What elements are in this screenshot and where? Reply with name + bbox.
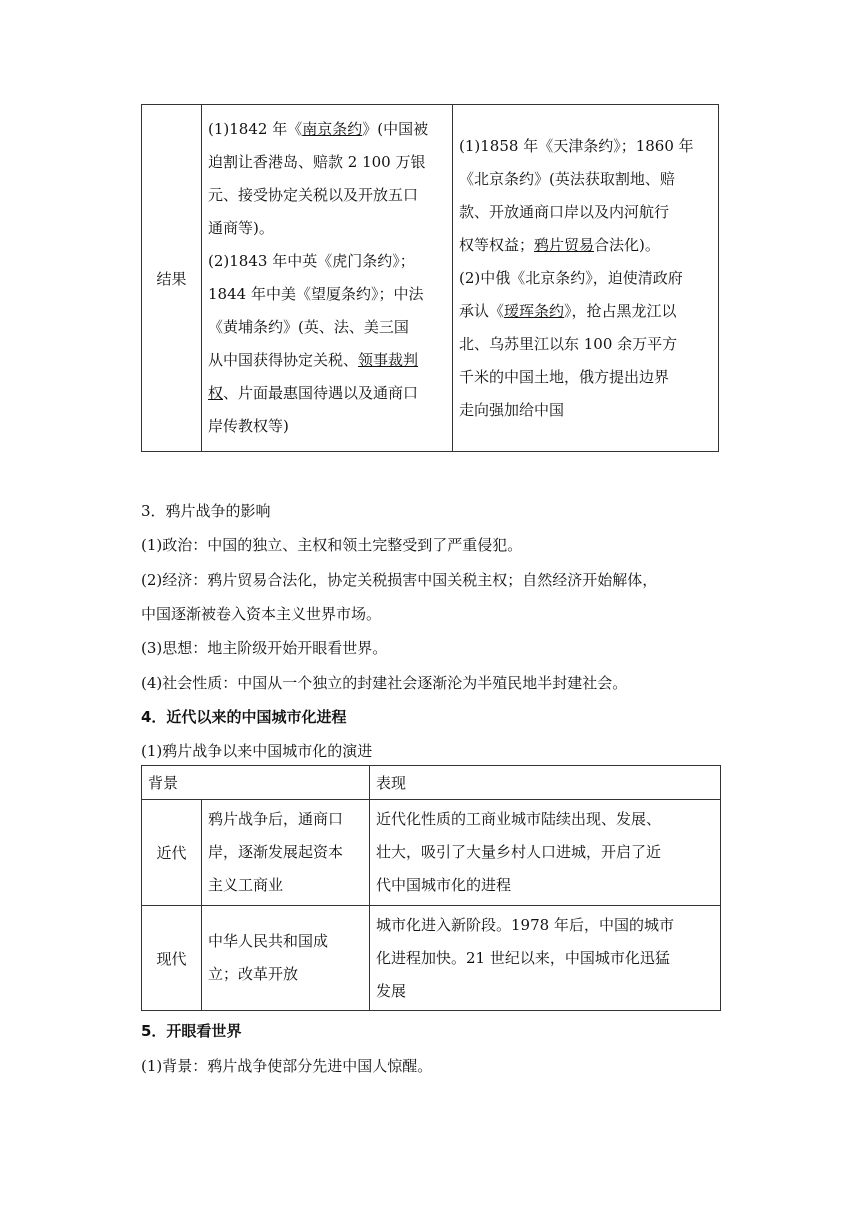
text-run: (2)中俄《北京条约》，迫使清政府 [459,269,683,287]
section3-item-2: (2)经济：鸦片贸易合法化，协定关税损害中国关税主权；自然经济开始解体， [141,571,658,589]
text-run: 岸传教权等) [208,417,289,435]
text-run: 迫割让香港岛、赔款 2 100 万银 [208,153,426,171]
cell-line [459,130,712,163]
header-performance [370,766,721,800]
cell-line: 壮大，吸引了大量乡村人口进城，开启了近 [376,843,662,861]
underlined-term: 瑷珲条约 [504,302,565,320]
cell-line [208,377,446,410]
cell-line [208,146,446,179]
section5-item-1: (1)背景：鸦片战争使部分先进中国人惊醒。 [141,1057,433,1075]
row-modern-period [142,800,202,906]
period-label: 现代 [156,949,187,968]
cell-line: 化进程加快。21 世纪以来，中国城市化迅猛 [376,948,670,967]
cell-line [459,229,712,262]
header-background [142,766,370,800]
urbanization-table [141,765,721,1011]
text-run: 权等权益； [459,236,535,254]
cell-line: 立；改革开放 [208,965,299,983]
cell-line: 代中国城市化的进程 [376,876,512,894]
cell-line: 中华人民共和国成 [208,932,329,950]
section4-heading: 4．近代以来的中国城市化进程 [141,708,347,726]
text-run: 》(中国被 [362,120,429,138]
text-run: 合法化)。 [594,236,660,254]
underlined-term: 领事裁判 [358,351,419,369]
section3-item-4: (4)社会性质：中国从一个独立的封建社会逐渐沦为半殖民地半封建社会。 [141,674,628,692]
cell-line [459,328,712,361]
row-contemporary-period [142,906,202,1011]
section3-item-3: (3)思想：地主阶级开始开眼看世界。 [141,639,388,657]
text-run: 》，抢占黑龙江以 [564,302,677,320]
cell-line [208,179,446,212]
cell-line [208,212,446,245]
results-label: 结果 [156,269,187,288]
section3-item-1: (1)政治：中国的独立、主权和领土完整受到了严重侵犯。 [141,536,523,554]
text-run: (1)1858 年《天津条约》；1860 年 [459,137,694,155]
cell-line: 岸，逐渐发展起资本 [208,843,344,861]
cell-line [208,311,446,344]
underlined-term: 南京条约 [302,120,363,138]
row-modern-background [202,800,370,906]
text-run: (2)1843 年中英《虎门条约》； [208,252,415,270]
cell-line [208,278,446,311]
text-run: 元、接受协定关税以及开放五口 [208,186,419,204]
results-row-label [142,105,202,452]
underlined-term: 鸦片贸易 [534,236,595,254]
period-label: 近代 [156,844,187,862]
text-run: 《黄埔条约》(英、法、美三国 [208,318,409,336]
text-run: 、片面最惠国待遇以及通商口 [223,384,419,402]
text-run: 《北京条约》(英法获取割地、赔 [459,170,675,188]
section3-item-2-cont: 中国逐渐被卷入资本主义世界市场。 [141,605,382,623]
cell-line [208,245,446,278]
cell-line [459,262,712,295]
cell-line [459,295,712,328]
text-run: 北、乌苏里江以东 100 余万平方 [459,335,678,353]
cell-line [208,410,446,443]
text-run: 千米的中国土地，俄方提出边界 [459,368,670,386]
text-run: 通商等)。 [208,219,274,237]
header-performance-label: 表现 [376,774,407,792]
section3-heading: 3．鸦片战争的影响 [141,502,271,520]
cell-line [208,344,446,377]
cell-line [459,394,712,427]
cell-line [459,163,712,196]
cell-line: 近代化性质的工商业城市陆续出现、发展、 [376,810,662,828]
text-run: (1)1842 年《 [208,120,303,138]
cell-line [208,113,446,146]
text-run: 1844 年中美《望厦条约》；中法 [208,285,424,303]
cell-line: 鸦片战争后，通商口 [208,810,344,828]
cell-line [459,361,712,394]
text-run: 走向强加给中国 [459,401,565,419]
row-contemporary-background [202,906,370,1011]
text-run: 款、开放通商口岸以及内河航行 [459,203,670,221]
row-modern-performance [370,800,721,906]
second-war-results-cell [453,105,719,452]
section4-subheading: (1)鸦片战争以来中国城市化的演进 [141,742,373,760]
cell-line: 发展 [376,981,407,1000]
first-war-results-cell [202,105,453,452]
section5-heading: 5．开眼看世界 [141,1022,242,1040]
row-contemporary-performance [370,906,721,1011]
text-run: 从中国获得协定关税、 [208,351,359,369]
cell-line: 主义工商业 [208,876,284,894]
cell-line [459,196,712,229]
text-run: 承认《 [459,302,505,320]
cell-line: 城市化进入新阶段。1978 年后，中国的城市 [376,915,674,934]
header-background-label: 背景 [148,774,179,792]
underlined-term: 权 [208,384,224,402]
results-table [141,104,719,452]
